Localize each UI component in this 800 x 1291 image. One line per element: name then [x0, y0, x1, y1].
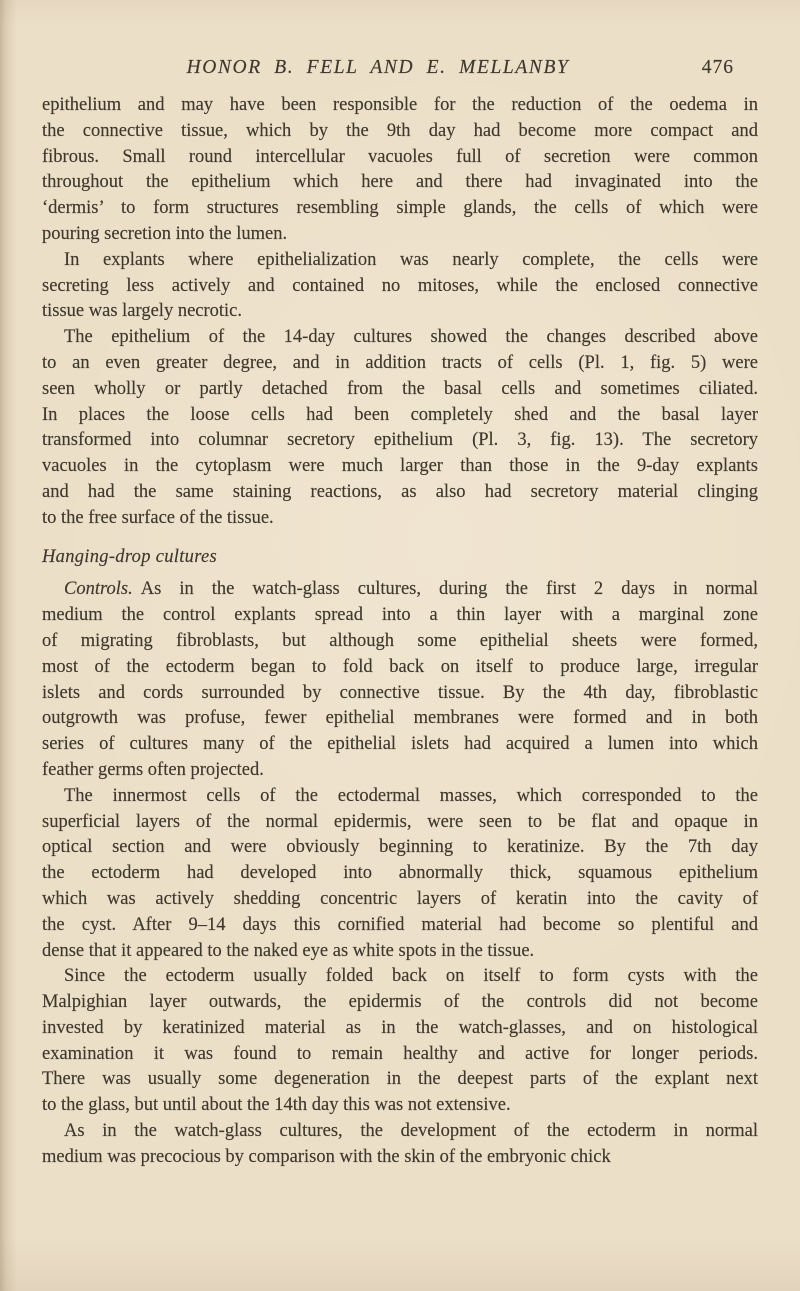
paragraph [42, 784, 758, 965]
text-line: dense that it appeared to the naked eye as white spots in the tissue. [42, 940, 535, 961]
text-line: the ectoderm had developed into abnormally thick, squamous epithelium [42, 863, 758, 884]
paragraph [42, 1119, 758, 1171]
text-line: and had the same staining reactions, as also had secretory material clinging [42, 481, 758, 502]
paragraph-lead-italic: Controls. [64, 579, 133, 600]
text-line: There was usually some degeneration in the deepest parts of the explant next [42, 1069, 758, 1090]
paragraph [42, 577, 758, 783]
text-line: which was actively shedding concentric layers of keratin into the cavity of [42, 888, 758, 909]
text-line: to the glass, but until about the 14th day this was not extensive. [42, 1095, 511, 1116]
text-line: pouring secretion into the lumen. [42, 223, 288, 244]
text-line: Controls. As in the watch-glass cultures, during the first 2 days in normal [64, 579, 758, 600]
text-line: to an even greater degree, and in addition tracts of cells (Pl. 1, fig. 5) were [42, 352, 758, 373]
text-line: optical section and were obviously beginning to keratinize. By the 7th day [42, 837, 758, 858]
page-content [42, 93, 758, 1171]
section-heading: Hanging-drop cultures [42, 546, 218, 567]
text-line: islets and cords surrounded by connective tissue. By the 4th day, fibroblastic [42, 682, 758, 703]
text-line: feather germs often projected. [42, 759, 264, 780]
text-line: As in the watch-glass cultures, the development of the ectoderm in normal [64, 1121, 758, 1142]
text-line: epithelium and may have been responsible for the reduction of the oedema in [42, 95, 758, 115]
text-line: seen wholly or partly detached from the basal cells and sometimes ciliated. [42, 378, 758, 399]
text-line: invested by keratinized material as in the watch-glasses, and on histological [42, 1017, 758, 1038]
page-number: 476 [701, 57, 734, 78]
text-line: vacuoles in the cytoplasm were much larger than those in the 9-day explants [42, 456, 758, 477]
text-line: The innermost cells of the ectodermal masses, which corresponded to the [64, 785, 758, 806]
text-line: medium the control explants spread into a thin layer with a marginal zone [42, 605, 758, 626]
paragraph [42, 248, 758, 325]
text-line: The epithelium of the 14-day cultures showed the changes described above [64, 327, 758, 348]
text-line: the connective tissue, which by the 9th day had become more compact and [42, 120, 758, 141]
text-line: the cyst. After 9–14 days this cornified material had become so plentiful and [42, 914, 758, 935]
running-title: HONOR B. FELL AND E. MELLANBY [186, 57, 570, 78]
text-line: series of cultures many of the epithelial islets had acquired a lumen into which [42, 734, 758, 755]
text-line: of migrating fibroblasts, but although some epithelial sheets were formed, [42, 630, 758, 651]
text-line: Malpighian layer outwards, the epidermis of the controls did not become [42, 992, 758, 1013]
text-line: In places the loose cells had been completely shed and the basal layer [42, 404, 758, 425]
paragraph [42, 325, 758, 531]
text-line: to the free surface of the tissue. [42, 507, 274, 528]
text-line: ‘dermis’ to form structures resembling simple glands, the cells of which were [42, 198, 758, 219]
text-line: outgrowth was profuse, fewer epithelial membranes were formed and in both [42, 708, 758, 729]
text-line: Since the ectoderm usually folded back on itself to form cysts with the [64, 966, 758, 987]
text-line: secreting less actively and contained no mitoses, while the enclosed connective [42, 275, 758, 296]
running-header [42, 55, 758, 81]
text-line: fibrous. Small round intercellular vacuoles full of secretion were common [42, 146, 758, 167]
text-line: medium was precocious by comparison with the skin of the embryonic chick [42, 1146, 611, 1167]
text-line: superficial layers of the normal epidermis, were seen to be flat and opaque in [42, 811, 758, 832]
paragraph [42, 964, 758, 1119]
text-line: In explants where epithelialization was nearly complete, the cells were [64, 249, 758, 270]
text-line: throughout the epithelium which here and there had invaginated into the [42, 172, 758, 193]
text-line: examination it was found to remain healthy and active for longer periods. [42, 1043, 758, 1064]
text-line: tissue was largely necrotic. [42, 301, 243, 322]
paragraph [42, 93, 758, 248]
text-line: transformed into columnar secretory epithelium (Pl. 3, fig. 13). The secretory [42, 430, 758, 451]
text-line: most of the ectoderm began to fold back on itself to produce large, irregular [42, 656, 758, 677]
